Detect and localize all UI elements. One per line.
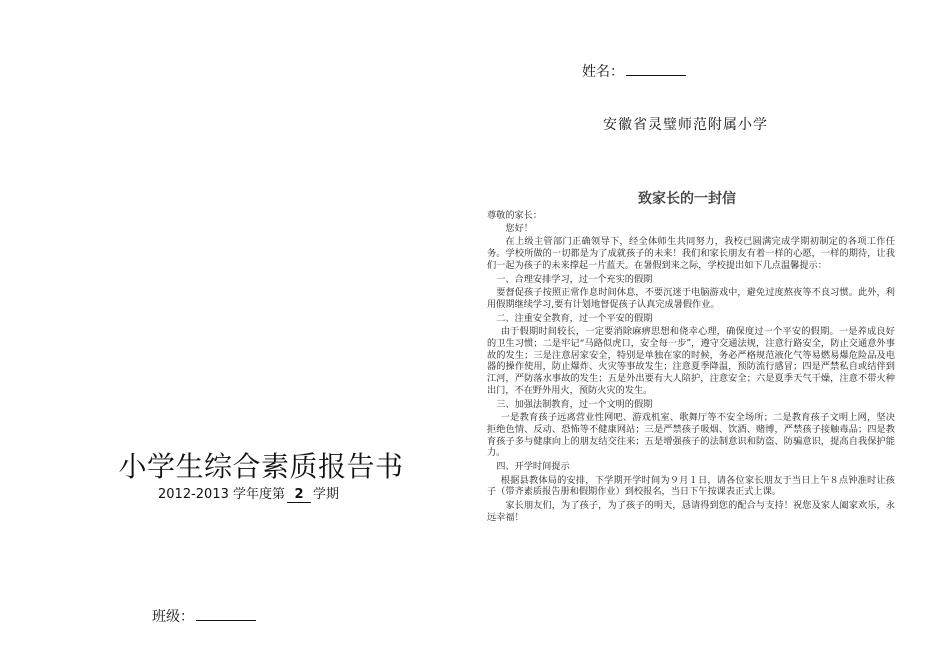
- term-prefix: 2012-2013 学年度第: [158, 487, 285, 502]
- section-heading: 二、注重安全教育，过一个平安的假期: [496, 312, 653, 324]
- letter-intro: 在上级主管部门正确领导下，经全体师生共同努力，我校已圆满完成学期初制定的各项工作任务。学校所做的一切都是为了成就孩子的未来！我们和家长朋友有着一样的心愿，一样的期待，让我们一起为孩子的未来撑起一片蓝天。在暑假到来之际，学校提出如下几点温馨提示：: [487, 236, 895, 271]
- name-label: 姓名：: [582, 64, 624, 80]
- letter-panel: [470, 0, 950, 672]
- term-line: [158, 487, 339, 503]
- class-field: [152, 606, 256, 627]
- section-body: 根据县教体局的安排，下学期开学时间为９月１日，请各位家长朋友于当日上午８点钟准时让孩子（带齐素质报告册和假期作业）到校报名，当日下午按课表正式上课。: [487, 474, 895, 498]
- letter-body: [487, 210, 895, 524]
- name-blank-line: [626, 61, 686, 76]
- section-heading: 一、合理安排学习，过一个充实的假期: [496, 273, 653, 285]
- letter-title: 致家长的一封信: [638, 191, 736, 207]
- section-body: 由于假期时间较长，一定要消除麻痹思想和侥幸心理，确保度过一个平安的假期。一是养成良好的卫生习惯；二是牢记“马路似虎口，安全每一步”，遵守交通法规，注意行路安全，防止交通意外事故的发生；三是注意居家安全，特别是单独在家的时候，务必严格规范液化气等易燃易爆危险品及电器的操作使用，防止爆炸、火灾等事故发生；注意夏季降温，预防流行感冒；四是严禁私自或结伴到江河，严防落水事故的发生；五是外出要有大人陪护，注意安全；六是夏季天气干燥，注意不带火种出门，不在野外用火，预防火灾的发生。: [487, 326, 895, 396]
- class-label: 班级：: [152, 609, 194, 625]
- section-body: 一是教育孩子远离营业性网吧、游戏机室、歌舞厅等不安全场所；二是教育孩子文明上网，坚决拒绝色情、反动、恐怖等不健康网站；三是严禁孩子吸烟、饮酒、赌博，严禁孩子接触毒品；四是教育孩子多与健康向上的朋友结交往来；五是增强孩子的法制意识和防盗、防骗意识，提高自我保护能力。: [487, 412, 895, 459]
- letter-hello: 您好！: [505, 222, 533, 234]
- student-name-field: [582, 61, 686, 82]
- letter-closing: 家长朋友们，为了孩子，为了孩子的明天，恳请得到您的配合与支持！祝您及家人阖家欢乐，永远幸福！: [487, 500, 895, 523]
- school-name: 安徽省灵璧师范附属小学: [603, 117, 768, 133]
- section-heading: 三、加强法制教育，过一个文明的假期: [496, 398, 653, 410]
- section-heading: 四、开学时间提示: [496, 461, 570, 473]
- cover-title: 小学生综合素质报告书: [118, 450, 404, 483]
- section-body: 要督促孩子按照正常作息时间休息，不要沉迷于电脑游戏中，避免过度熬夜等不良习惯。此外，利用假期继续学习,要有计划地督促孩子认真完成暑假作业。: [487, 287, 895, 310]
- term-number: 2: [287, 488, 311, 503]
- class-blank-line: [196, 606, 256, 621]
- term-suffix: 学期: [313, 487, 340, 502]
- cover-panel: [0, 0, 470, 672]
- letter-greeting: 尊敬的家长：: [487, 210, 543, 221]
